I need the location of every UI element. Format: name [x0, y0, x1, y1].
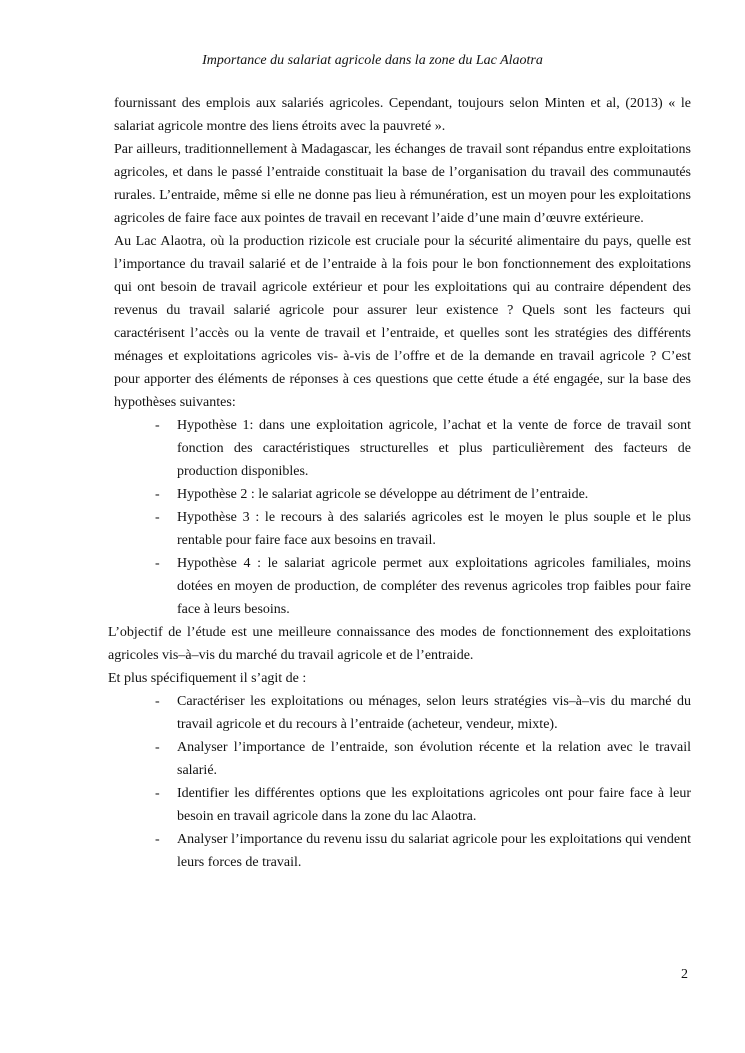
- page-number: 2: [681, 967, 688, 982]
- list-item-hypothesis-1: - Hypothèse 1: dans une exploitation agricole, l’achat et la vente de force de travail sont fonction des caractéristiques structurelles et plus particulièrement des facteurs de production disponibles.: [177, 414, 691, 483]
- dash-bullet: -: [155, 510, 160, 525]
- dash-bullet: -: [155, 740, 160, 755]
- paragraph-intro-continuation: fournissant des emplois aux salariés agricoles. Cependant, toujours selon Minten et al, (2013) « le salariat agricole montre des liens étroits avec la pauvreté ».: [114, 96, 691, 134]
- list-item-hypothesis-2: - Hypothèse 2 : le salariat agricole se développe au détriment de l’entraide.: [177, 483, 691, 506]
- running-header: Importance du salariat agricole dans la zone du Lac Alaotra: [202, 53, 543, 68]
- document-body: [108, 92, 691, 874]
- dash-bullet: -: [155, 694, 160, 709]
- dash-bullet: -: [155, 556, 160, 571]
- list-item-objective-4: - Analyser l’importance du revenu issu du salariat agricole pour les exploitations qui vendent leurs forces de travail.: [177, 828, 691, 874]
- objectives-list: [108, 690, 691, 874]
- paragraph-specific-objectives-intro: Et plus spécifiquement il s’agit de :: [108, 671, 307, 686]
- list-item-hypothesis-3: - Hypothèse 3 : le recours à des salariés agricoles est le moyen le plus souple et le plus rentable pour faire face aux besoins en travail.: [177, 506, 691, 552]
- dash-bullet: -: [155, 786, 160, 801]
- paragraph-objective: L’objectif de l’étude est une meilleure connaissance des modes de fonctionnement des exploitations agricoles vis–à–vis du marché du travail agricole et de l’entraide.: [108, 625, 691, 663]
- dash-bullet: -: [155, 832, 160, 847]
- list-item-objective-2: - Analyser l’importance de l’entraide, son évolution récente et la relation avec le travail salarié.: [177, 736, 691, 782]
- list-item-hypothesis-4: - Hypothèse 4 : le salariat agricole permet aux exploitations agricoles familiales, moins dotées en moyen de production, de compléter des revenus agricoles trop faibles pour faire face à leurs besoins.: [177, 552, 691, 621]
- hypotheses-list: [108, 414, 691, 621]
- list-item-objective-3: - Identifier les différentes options que les exploitations agricoles ont pour faire face à leur besoin en travail agricole dans la zone du lac Alaotra.: [177, 782, 691, 828]
- paragraph-entraide: Par ailleurs, traditionnellement à Madagascar, les échanges de travail sont répandus entre exploitations agricoles, et dans le passé l’entraide constituait la base de l’organisation du travail des communautés rurales. L’entraide, même si elle ne donne pas lieu à rémunération, est un moyen pour les exploitations agricoles de faire face aux pointes de travail en recevant l’aide d’une main d’œuvre extérieure.: [114, 142, 691, 226]
- dash-bullet: -: [155, 487, 160, 502]
- paragraph-research-questions: Au Lac Alaotra, où la production rizicole est cruciale pour la sécurité alimentaire du pays, quelle est l’importance du travail salarié et de l’entraide à la fois pour le bon fonctionnement des exploitations qui ont besoin de travail agricole extérieur et pour les exploitations qui au contraire dépendent des revenus du travail salarié agricole pour assurer leur existence ? Quels sont les facteurs qui caractérisent l’accès ou la vente de travail et l’entraide, et quelles sont les stratégies des différents ménages et exploitations agricoles vis- à-vis de l’offre et de la demande en travail agricole ? C’est pour apporter des éléments de réponses à ces questions que cette étude a été engagée, sur la base des hypothèses suivantes:: [114, 234, 691, 410]
- dash-bullet: -: [155, 418, 160, 433]
- list-item-objective-1: - Caractériser les exploitations ou ménages, selon leurs stratégies vis–à–vis du marché du travail agricole et du recours à l’entraide (acheteur, vendeur, mixte).: [177, 690, 691, 736]
